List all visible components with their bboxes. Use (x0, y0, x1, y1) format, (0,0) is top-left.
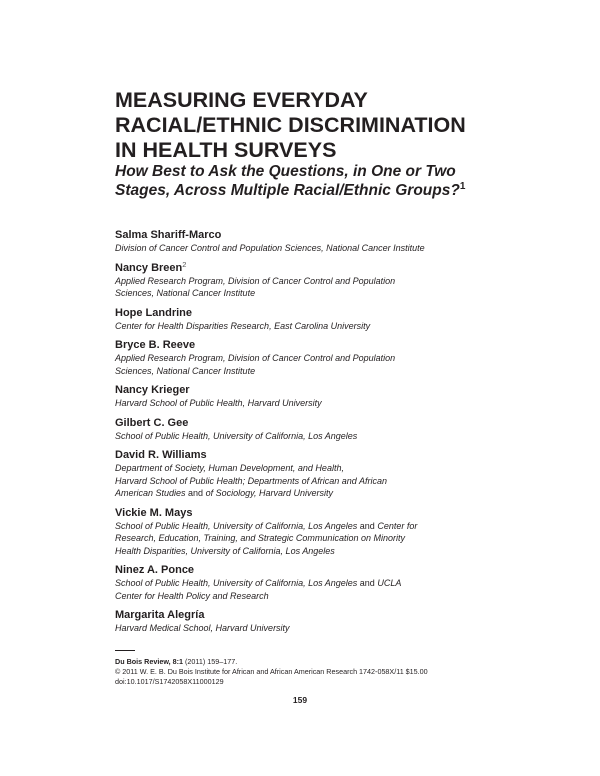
author-name-line (115, 306, 495, 320)
journal-pages: (2011) 159–177. (183, 657, 238, 666)
affiliation-text: Sciences, National Cancer Institute (115, 288, 256, 298)
author-footnote-marker[interactable]: 2 (182, 259, 187, 269)
affiliation-conjunction: and (357, 578, 378, 588)
author-name-line (115, 506, 495, 520)
author-name: Nancy Krieger (115, 384, 190, 396)
affiliation-conjunction: and (185, 488, 206, 498)
author-entry (115, 261, 495, 300)
author-affiliation-line (115, 577, 495, 590)
author-entry (115, 563, 495, 602)
author-name: Ninez A. Ponce (115, 564, 195, 576)
copyright-line: © 2011 W. E. B. Du Bois Institute for African and African American Research 1742-058X/11 $15.00 (115, 667, 428, 677)
affiliation-text: Harvard School of Public Health; Departments of African and African (115, 475, 387, 486)
affiliation-text: Center for Health Disparities Research, East Carolina University (115, 320, 371, 331)
author-name-line (115, 608, 495, 622)
author-entry (115, 448, 495, 500)
affiliation-text: Research, Education, Training, and Strategic Communication on Minority (115, 533, 405, 543)
affiliation-text: School of Public Health, University of California, Los Angeles (115, 430, 358, 441)
author-affiliation-line (115, 365, 495, 378)
title-line: MEASURING EVERYDAY (115, 88, 368, 112)
author-affiliation-line (115, 275, 495, 288)
author-affiliation-line (115, 590, 495, 603)
citation-line (115, 657, 428, 667)
affiliation-text: Center for (377, 520, 418, 531)
citation-footer (115, 657, 428, 688)
author-affiliation-line (115, 320, 495, 333)
author-name: Bryce B. Reeve (115, 339, 196, 351)
author-name: Vickie M. Mays (115, 506, 193, 519)
affiliation-text: American Studies (115, 488, 186, 498)
author-name: Gilbert C. Gee (115, 416, 189, 429)
author-name-line (115, 383, 495, 397)
affiliation-text: Applied Research Program, Division of Cancer Control and Population (115, 275, 396, 286)
author-entry (115, 608, 495, 635)
subtitle-line (115, 181, 545, 200)
author-affiliation-line (115, 430, 495, 443)
author-name-line (115, 416, 495, 430)
footnote-marker[interactable]: 1 (459, 181, 466, 192)
author-name: David R. Williams (115, 449, 207, 461)
author-entry (115, 306, 495, 333)
author-name: Hope Landrine (115, 306, 193, 319)
title-line: IN HEALTH SURVEYS (115, 138, 337, 162)
affiliation-text: Applied Research Program, Division of Cancer Control and Population (115, 353, 396, 363)
affiliation-text: UCLA (377, 578, 402, 588)
article-subtitle (115, 162, 545, 200)
author-name-line (115, 563, 495, 577)
author-affiliation-line (115, 520, 495, 533)
author-affiliation-line (115, 532, 495, 545)
affiliation-text: Center for Health Policy and Research (115, 590, 269, 601)
author-name: Salma Shariff-Marco (115, 229, 222, 241)
author-affiliation-line (115, 242, 495, 255)
article-title (115, 88, 535, 163)
author-name-line (115, 448, 495, 462)
author-affiliation-line (115, 487, 495, 500)
author-affiliation-line (115, 622, 495, 635)
author-affiliation-line (115, 352, 495, 365)
footer-rule (115, 650, 135, 651)
doi-line: doi:10.1017/S1742058X11000129 (115, 677, 224, 687)
author-entry (115, 338, 495, 377)
page-number: 159 (292, 695, 308, 705)
author-affiliation-line (115, 287, 495, 300)
affiliation-text: School of Public Health, University of California, Los Angeles (115, 578, 358, 588)
author-name: Nancy Breen (115, 261, 183, 274)
author-affiliation-line (115, 545, 495, 558)
subtitle-text: Stages, Across Multiple Racial/Ethnic Groups? (115, 182, 460, 199)
author-name-line (115, 228, 495, 242)
affiliation-text: Health Disparities, University of California, Los Angeles (115, 545, 335, 556)
author-entry (115, 228, 495, 255)
affiliation-text: Division of Cancer Control and Population Sciences, National Cancer Institute (115, 243, 425, 253)
author-affiliation-line (115, 397, 495, 410)
subtitle-line: How Best to Ask the Questions, in One or Two (115, 163, 456, 180)
affiliation-conjunction: and (357, 520, 378, 531)
author-list (115, 228, 495, 641)
author-name-line (115, 338, 495, 352)
affiliation-text: Harvard Medical School, Harvard University (115, 623, 290, 633)
author-affiliation-line (115, 462, 495, 475)
affiliation-text: Department of Society, Human Development, and Health, (115, 463, 344, 473)
author-entry (115, 383, 495, 410)
affiliation-text: of Sociology, Harvard University (205, 488, 333, 498)
author-entry (115, 506, 495, 558)
journal-name: Du Bois Review, 8:1 (115, 657, 184, 666)
affiliation-text: School of Public Health, University of California, Los Angeles (115, 520, 358, 531)
affiliation-text: Harvard School of Public Health, Harvard University (115, 398, 322, 408)
author-name-line (115, 261, 495, 275)
author-entry (115, 416, 495, 443)
title-line: RACIAL/ETHNIC DISCRIMINATION (115, 113, 466, 137)
affiliation-text: Sciences, National Cancer Institute (115, 365, 256, 376)
author-affiliation-line (115, 475, 495, 488)
author-name: Margarita Alegría (115, 609, 205, 621)
